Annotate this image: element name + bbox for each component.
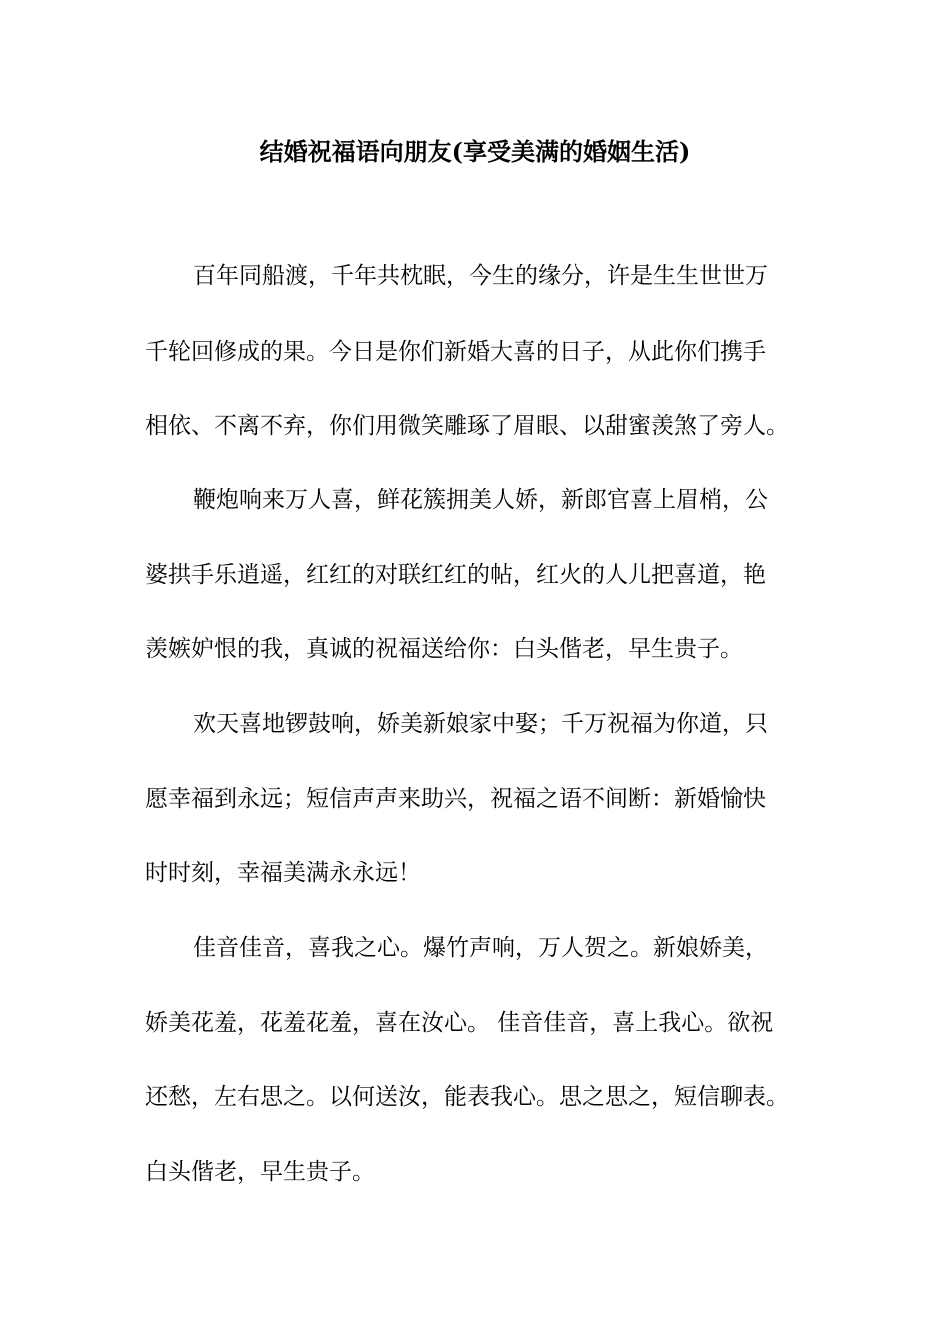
paragraph-4-line-1: 佳音佳音，喜我之心。爆竹声响，万人贺之。新娘娇美， (193, 935, 768, 961)
paragraph-1-line-1: 百年同船渡，千年共枕眠，今生的缘分，许是生生世世万 (193, 263, 768, 289)
paragraph-4-line-4: 白头偕老，早生贵子。 (145, 1159, 375, 1185)
paragraph-2-line-1: 鞭炮响来万人喜，鲜花簇拥美人娇，新郎官喜上眉梢，公 (193, 487, 768, 513)
paragraph-3-line-2: 愿幸福到永远；短信声声来助兴，祝福之语不间断：新婚愉快 (145, 786, 766, 812)
paragraph-4-line-3: 还愁，左右思之。以何送汝，能表我心。思之思之，短信聊表。 (145, 1084, 789, 1110)
paragraph-4-line-2: 娇美花羞，花羞花羞，喜在汝心。 佳音佳音，喜上我心。欲祝 (145, 1010, 774, 1036)
paragraph-3-line-3: 时时刻，幸福美满永永远！ (145, 860, 421, 886)
paragraph-1-line-2: 千轮回修成的果。今日是你们新婚大喜的日子，从此你们携手 (145, 339, 766, 365)
paragraph-1-line-3: 相依、不离不弃，你们用微笑雕琢了眉眼、以甜蜜羡煞了旁人。 (145, 413, 789, 439)
document-title: 结婚祝福语向朋友(享受美满的婚姻生活) (259, 137, 691, 166)
paragraph-2-line-3: 羡嫉妒恨的我，真诚的祝福送给你：白头偕老，早生贵子。 (145, 636, 743, 662)
paragraph-2-line-2: 婆拱手乐逍遥，红红的对联红红的帖，红火的人儿把喜道，艳 (145, 562, 766, 588)
paragraph-3-line-1: 欢天喜地锣鼓响，娇美新娘家中娶；千万祝福为你道，只 (193, 711, 768, 737)
